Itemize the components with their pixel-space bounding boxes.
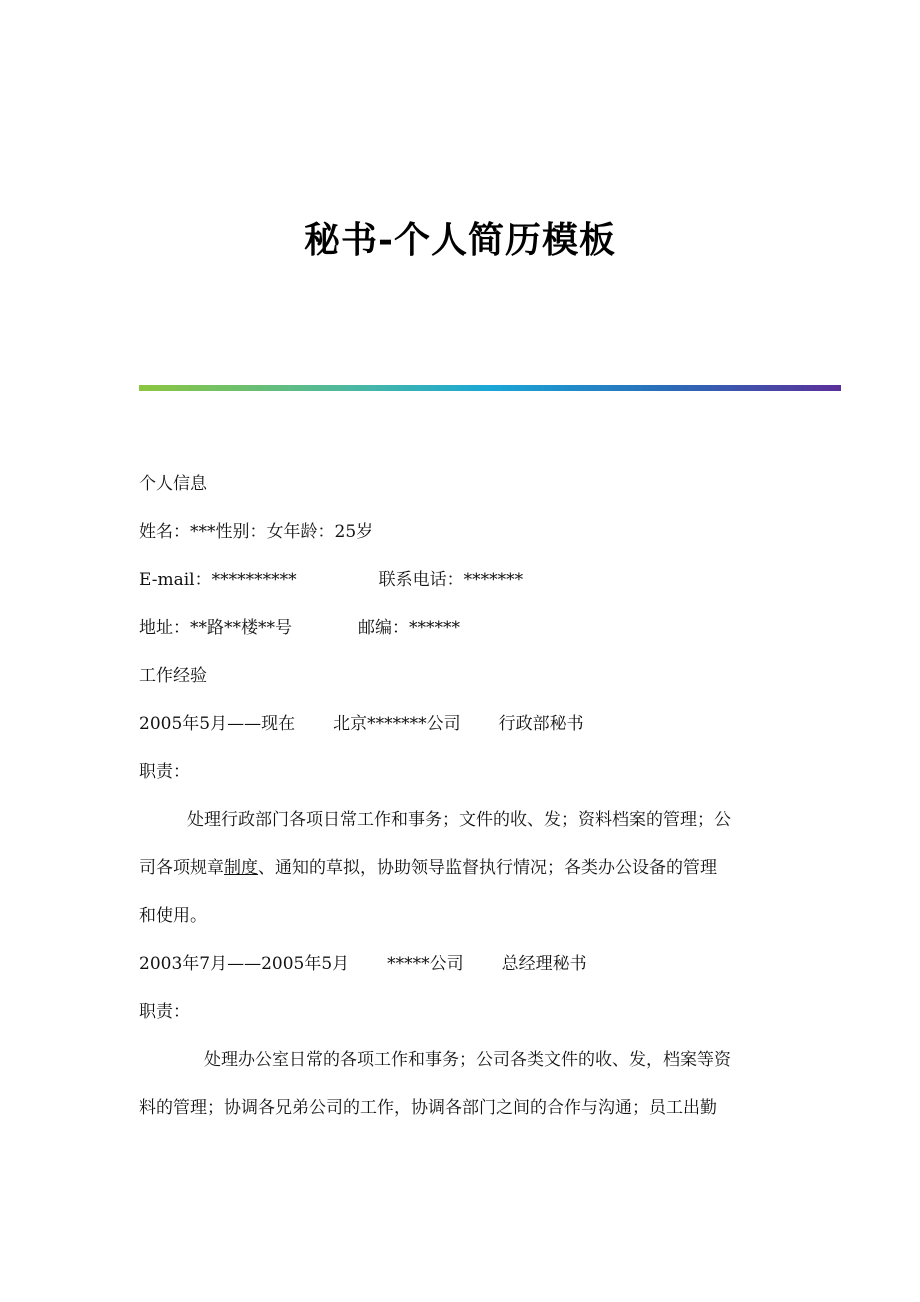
address-text: 地址：**路**楼**号 (139, 618, 292, 638)
job-2-position: 总经理秘书 (501, 954, 587, 974)
section-heading-personal-info: 个人信息 (139, 474, 207, 494)
job-2-duty-label: 职责： (139, 1002, 190, 1022)
job-1-duty-line-2-prefix: 司各项规章 (139, 858, 224, 878)
postcode-text: 邮编：****** (358, 618, 460, 638)
job-2-header (139, 953, 587, 975)
job-1-period: 2005年5月——现在 (139, 714, 296, 734)
job-1-duty-line-1: 处理行政部门各项日常工作和事务；文件的收、发；资料档案的管理；公 (187, 810, 731, 830)
job-1-position: 行政部秘书 (498, 714, 584, 734)
job-1-company: 北京*******公司 (333, 714, 461, 734)
job-2-period: 2003年7月——2005年5月 (139, 954, 350, 974)
job-1-header (139, 713, 584, 735)
document-title: 秘书-个人简历模板 (304, 219, 616, 261)
job-2-duty-line-2: 料的管理；协调各兄弟公司的工作，协调各部门之间的合作与沟通；员工出勤 (139, 1098, 717, 1118)
job-2-company: *****公司 (387, 954, 464, 974)
address-line (139, 617, 460, 639)
email-text: E-mail：********** (139, 570, 297, 590)
underlined-term: 制度 (224, 858, 258, 878)
job-1-duty-line-3: 和使用。 (139, 906, 207, 926)
job-1-duty-label: 职责： (139, 762, 190, 782)
job-1-duty-line-2-rest: 、通知的草拟，协助领导监督执行情况；各类办公设备的管理 (258, 858, 717, 878)
job-2-duty-line-1: 处理办公室日常的各项工作和事务；公司各类文件的收、发，档案等资 (204, 1050, 731, 1070)
name-gender-age-line: 姓名：***性别：女年龄：25岁 (139, 522, 374, 542)
job-1-duty-line-2 (139, 857, 717, 879)
section-heading-work-experience: 工作经验 (139, 666, 207, 686)
contact-line (139, 569, 523, 591)
phone-text: 联系电话：******* (378, 570, 524, 590)
gradient-divider (139, 385, 841, 391)
